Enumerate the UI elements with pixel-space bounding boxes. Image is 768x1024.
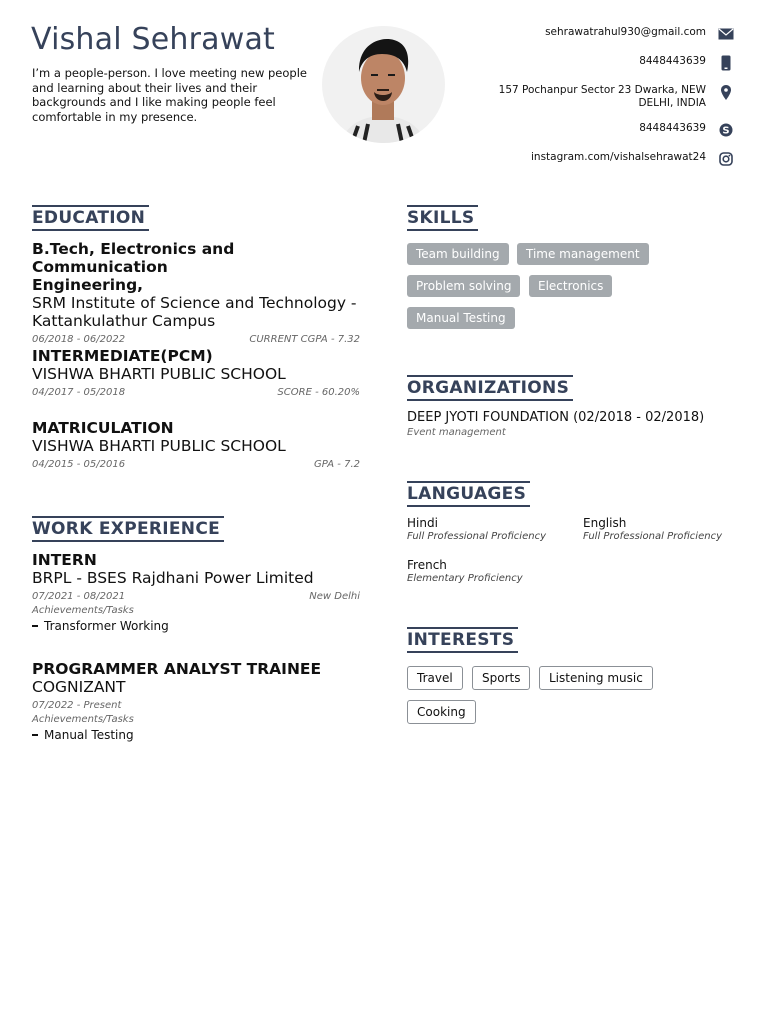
contact-address [499, 84, 734, 110]
phone-text[interactable]: 8448443639 [639, 55, 706, 67]
tasks-label: Achievements/Tasks [32, 714, 134, 725]
skill-chip: Time management [517, 243, 649, 265]
tasks-label: Achievements/Tasks [32, 605, 134, 616]
address-line-1: 157 Pochanpur Sector 23 Dwarka, NEW [498, 84, 706, 96]
contact-skype[interactable] [639, 122, 734, 138]
education-meta [32, 334, 360, 345]
location-pin-icon [718, 84, 734, 100]
skills-heading: SKILLS [407, 208, 475, 228]
instagram-text[interactable]: instagram.com/vishalsehrawat24 [531, 151, 706, 163]
degree-line-2: Engineering, [32, 276, 144, 294]
skill-chip: Team building [407, 243, 509, 265]
skype-icon [718, 122, 734, 138]
language-level: Elementary Proficiency [407, 573, 523, 584]
language-item [407, 558, 523, 584]
language-level: Full Professional Proficiency [407, 531, 546, 542]
company-name: COGNIZANT [32, 678, 126, 696]
candidate-name: Vishal Sehrawat [31, 22, 276, 57]
languages-heading: LANGUAGES [407, 484, 527, 504]
interest-chip: Sports [472, 666, 530, 690]
skill-chip: Manual Testing [407, 307, 515, 329]
education-dates: 04/2015 - 05/2016 [32, 459, 126, 470]
address-text [499, 84, 706, 110]
work-item [32, 551, 360, 633]
skill-chip: Electronics [529, 275, 612, 297]
job-role: INTERN [32, 551, 97, 569]
company-name: BRPL - BSES Rajdhani Power Limited [32, 569, 314, 587]
school-name [32, 294, 360, 330]
contact-instagram[interactable] [531, 151, 734, 167]
education-score: SCORE - 60.20% [277, 387, 360, 398]
education-heading: EDUCATION [32, 208, 146, 228]
education-item [32, 419, 360, 470]
task-text: Manual Testing [44, 728, 134, 742]
bullet-dash [32, 625, 38, 627]
address-line-2: DELHI, INDIA [638, 97, 706, 109]
task-item [32, 619, 360, 633]
profile-summary: I’m a people-person. I love meeting new people and learning about their lives and their backgrounds and I like making people feel comfortable in my presence. [32, 66, 307, 124]
degree-title [32, 240, 360, 294]
language-item [583, 516, 722, 542]
work-item [32, 660, 360, 742]
skype-text[interactable]: 8448443639 [639, 122, 706, 134]
envelope-icon [718, 26, 734, 42]
email-text[interactable]: sehrawatrahul930@gmail.com [545, 26, 706, 38]
work-meta [32, 591, 360, 602]
language-name: English [583, 516, 627, 530]
education-score: GPA - 7.2 [314, 459, 360, 470]
interest-chip: Cooking [407, 700, 476, 724]
job-role: PROGRAMMER ANALYST TRAINEE [32, 660, 322, 678]
organization-name: DEEP JYOTI FOUNDATION (02/2018 - 02/2018) [407, 410, 705, 425]
language-level: Full Professional Proficiency [583, 531, 722, 542]
interests-heading: INTERESTS [407, 630, 515, 650]
education-meta [32, 459, 360, 470]
task-item [32, 728, 360, 742]
work-experience-heading: WORK EXPERIENCE [32, 519, 221, 539]
school-line-2: Kattankulathur Campus [32, 312, 216, 330]
degree-title: INTERMEDIATE(PCM) [32, 347, 213, 365]
degree-title: MATRICULATION [32, 419, 174, 437]
work-meta [32, 700, 360, 711]
work-location: New Delhi [309, 591, 360, 602]
interest-chip: Travel [407, 666, 463, 690]
school-name: VISHWA BHARTI PUBLIC SCHOOL [32, 365, 286, 383]
task-text: Transformer Working [44, 619, 169, 633]
education-score: CURRENT CGPA - 7.32 [249, 334, 360, 345]
school-line-1: SRM Institute of Science and Technology - [32, 294, 357, 312]
degree-line-1: B.Tech, Electronics and Communication [32, 240, 235, 276]
contact-email[interactable] [545, 26, 734, 42]
organizations-heading: ORGANIZATIONS [407, 378, 570, 398]
work-dates: 07/2021 - 08/2021 [32, 591, 126, 602]
language-name: French [407, 558, 447, 572]
school-name: VISHWA BHARTI PUBLIC SCHOOL [32, 437, 286, 455]
language-item [407, 516, 546, 542]
phone-icon [718, 55, 734, 71]
instagram-icon [718, 151, 734, 167]
work-dates: 07/2022 - Present [32, 700, 122, 711]
education-item [32, 347, 360, 398]
profile-photo [322, 26, 445, 143]
bullet-dash [32, 734, 38, 736]
education-dates: 06/2018 - 06/2022 [32, 334, 126, 345]
contact-phone[interactable] [639, 55, 734, 71]
education-dates: 04/2017 - 05/2018 [32, 387, 126, 398]
organization-role: Event management [407, 427, 506, 438]
education-meta [32, 387, 360, 398]
interest-chip: Listening music [539, 666, 653, 690]
skill-chip: Problem solving [407, 275, 520, 297]
svg-text:S: S [722, 125, 730, 137]
language-name: Hindi [407, 516, 438, 530]
education-item [32, 240, 360, 345]
